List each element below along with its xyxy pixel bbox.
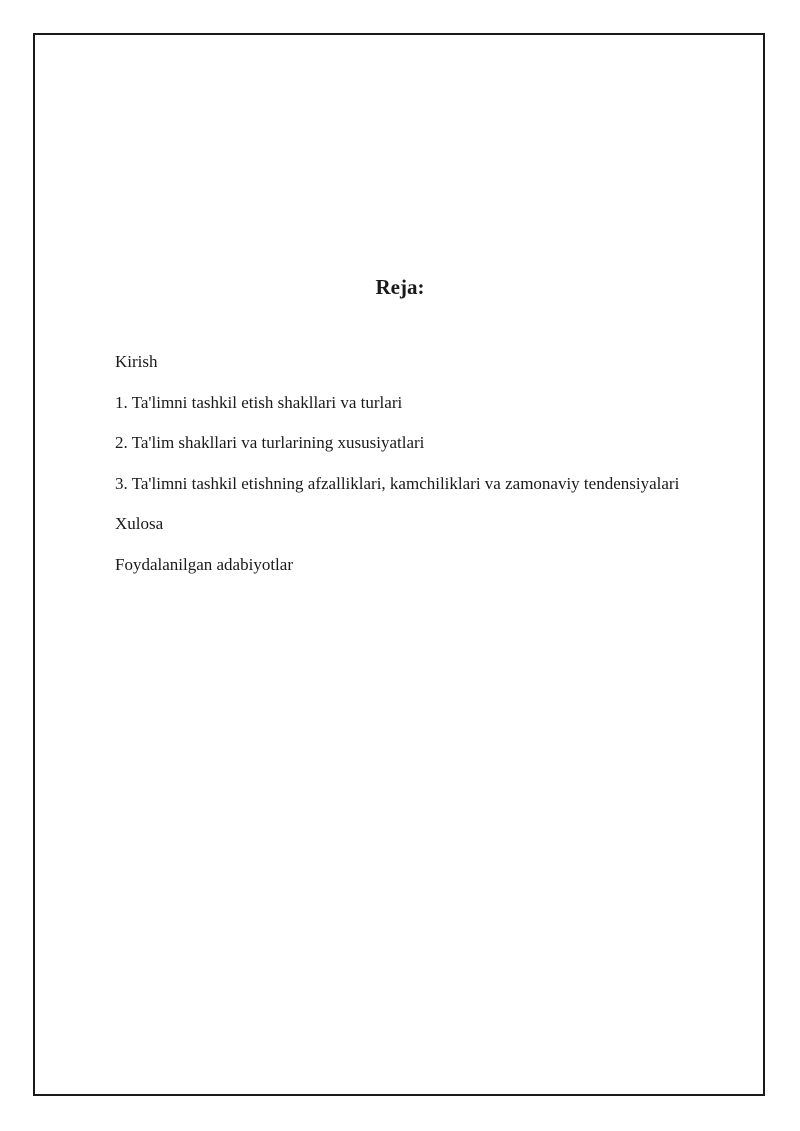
outline-list [115,350,679,594]
outline-item-introduction: Kirish [115,352,158,371]
outline-item-references: Foydalanilgan adabiyotlar [115,554,293,574]
outline-item-1: 1. Ta'limni tashkil etish shakllari va turlari [115,392,403,412]
page-title: Reja: [375,275,425,299]
outline-item-conclusion: Xulosa [115,514,164,534]
outline-item-3: 3. Ta'limni tashkil etishning afzalliklari, kamchiliklari va zamonaviy tendensiyalari [115,473,680,493]
outline-item-2: 2. Ta'lim shakllari va turlarining xususiyatlari [115,433,425,453]
